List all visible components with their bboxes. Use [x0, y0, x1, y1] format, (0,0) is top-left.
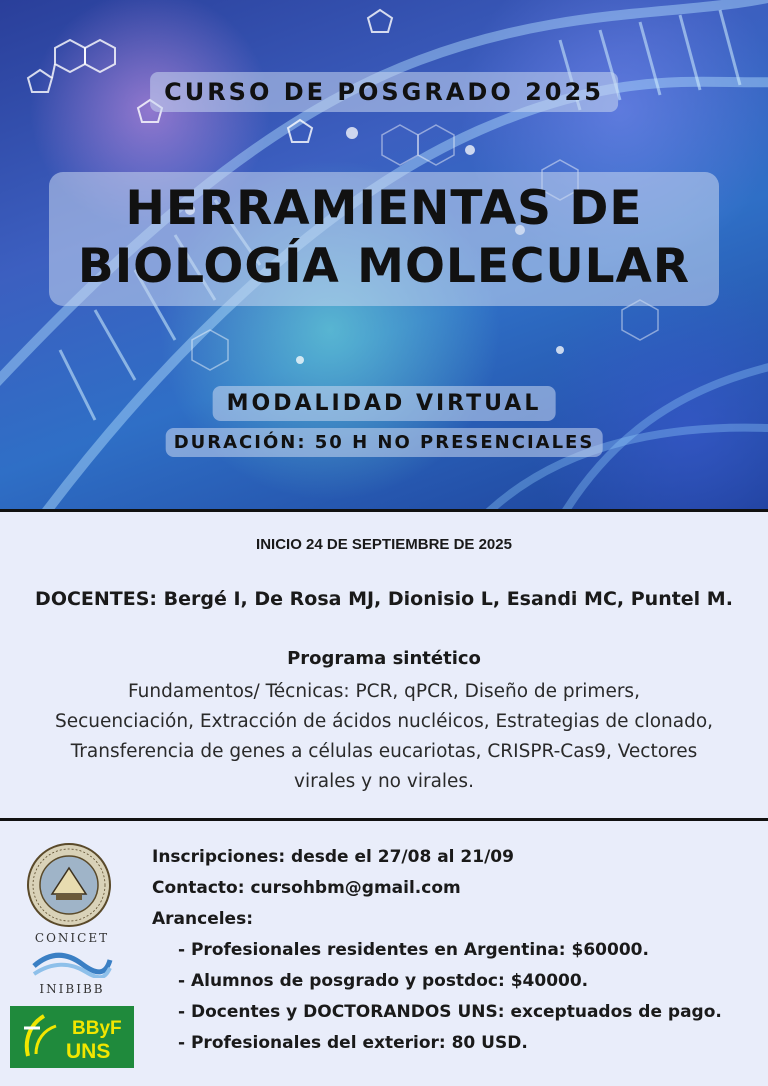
modality-label: MODALIDAD VIRTUAL	[213, 386, 556, 421]
program-description	[14, 677, 754, 797]
registration-dates: Inscripciones: desde el 27/08 al 21/09	[152, 847, 514, 867]
program-line: Fundamentos/ Técnicas: PCR, qPCR, Diseño de primers,	[128, 681, 640, 702]
course-label: CURSO DE POSGRADO 2025	[150, 72, 618, 112]
hero-banner	[0, 0, 768, 510]
fee-item: - Profesionales residentes en Argentina: $60000.	[178, 940, 649, 960]
course-title	[49, 172, 719, 306]
bbyf-uns-logo	[10, 1006, 134, 1068]
fee-item: - Alumnos de posgrado y postdoc: $40000.	[178, 971, 589, 991]
divider-bottom	[0, 818, 768, 821]
fees-label: Aranceles:	[152, 909, 253, 929]
contact-email: Contacto: cursohbm@gmail.com	[152, 878, 461, 898]
divider-top	[0, 509, 768, 512]
duration-label: DURACIÓN: 50 H NO PRESENCIALES	[166, 428, 603, 457]
bbyf-logo-bottom-text: UNS	[66, 1040, 111, 1063]
program-line: virales y no virales.	[294, 771, 474, 792]
program-line: Transferencia de genes a células eucariotas, CRISPR-Cas9, Vectores	[70, 741, 698, 762]
program-title: Programa sintético	[287, 648, 481, 669]
course-title-line-2: BIOLOGÍA MOLECULAR	[77, 239, 691, 294]
bbyf-logo-top-text: BByF	[72, 1018, 122, 1039]
conicet-wave-logo	[30, 950, 114, 978]
program-line: Secuenciación, Extracción de ácidos nucléicos, Estrategias de clonado,	[54, 711, 714, 732]
registration-info	[152, 842, 762, 1059]
uns-seal-logo	[26, 842, 112, 928]
teachers-list: DOCENTES: Bergé I, De Rosa MJ, Dionisio L, Esandi MC, Puntel M.	[35, 588, 733, 610]
inibibb-label: INIBIBB	[39, 982, 105, 996]
bbyf-leaf-icon	[10, 1006, 134, 1068]
start-date: INICIO 24 DE SEPTIEMBRE DE 2025	[256, 536, 512, 553]
course-title-line-1: HERRAMIENTAS DE	[125, 181, 643, 236]
fee-item: - Profesionales del exterior: 80 USD.	[178, 1033, 528, 1053]
fee-item: - Docentes y DOCTORANDOS UNS: exceptuados de pago.	[178, 1002, 722, 1022]
conicet-label: CONICET	[34, 931, 110, 945]
